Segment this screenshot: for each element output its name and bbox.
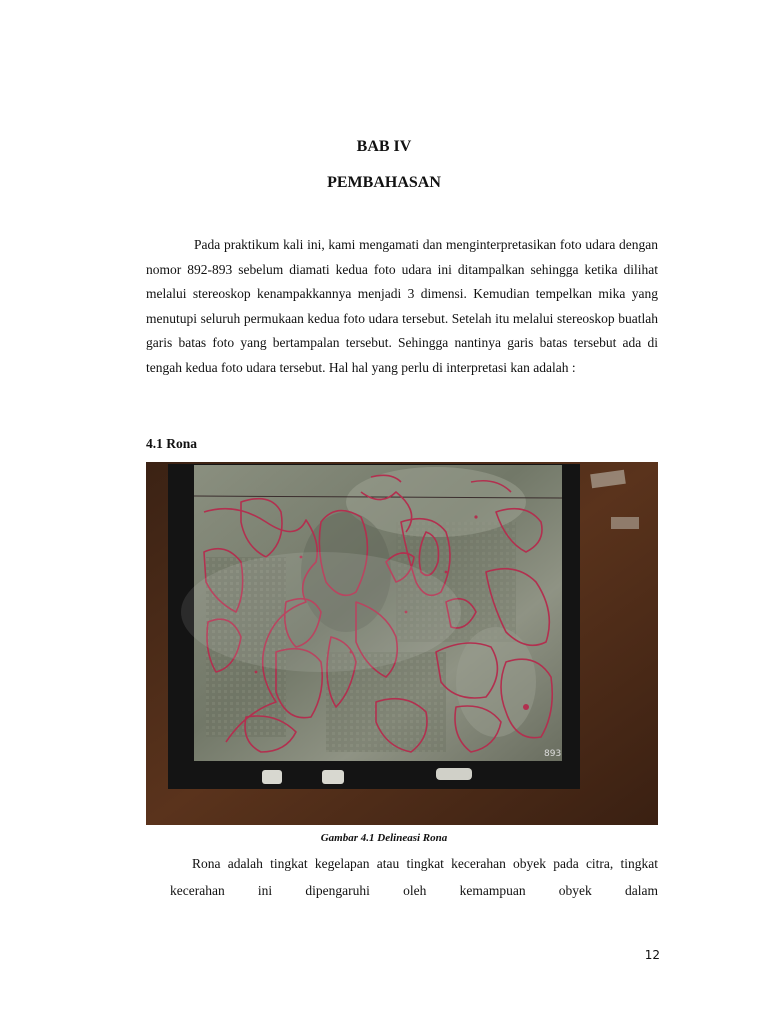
figure-photo bbox=[146, 462, 658, 825]
section-heading: 4.1 Rona bbox=[146, 436, 198, 451]
aerial-photo-delineation-image bbox=[146, 462, 658, 825]
figure-caption: Gambar 4.1 Delineasi Rona bbox=[320, 832, 448, 844]
intro-paragraph-text: Pada praktikum kali ini, kami mengamati dan menginterpretasikan foto udara dengan nomor 892-893 sebelum diamati kedua foto udara ini ditampalkan sehingga ketika dilihat melalui stereoskop kenampakkannya menjadi 3 dimensi. Kemudian tempelkan mika yang menutupi seluruh permukaan kedua foto udara tersebut. Setelah itu melalui stereoskop buatlah garis batas foto yang bertampalan tersebut. Sehingga nantinya garis batas tersebut ada di tengah kedua foto udara tersebut. Hal hal yang perlu di interpretasi kan adalah : bbox=[146, 237, 658, 375]
intro-paragraph bbox=[146, 233, 658, 380]
chapter-title: PEMBAHASAN bbox=[327, 174, 441, 191]
photo-number-label: 893 bbox=[544, 749, 562, 759]
rona-paragraph bbox=[170, 850, 658, 904]
rona-paragraph-text: Rona adalah tingkat kegelapan atau tingkat kecerahan obyek pada citra, tingkat kecerahan ini dipengaruhi oleh kemampuan obyek dalam bbox=[170, 856, 658, 898]
page-number: 12 bbox=[644, 948, 660, 962]
chapter-number: BAB IV bbox=[356, 138, 412, 155]
